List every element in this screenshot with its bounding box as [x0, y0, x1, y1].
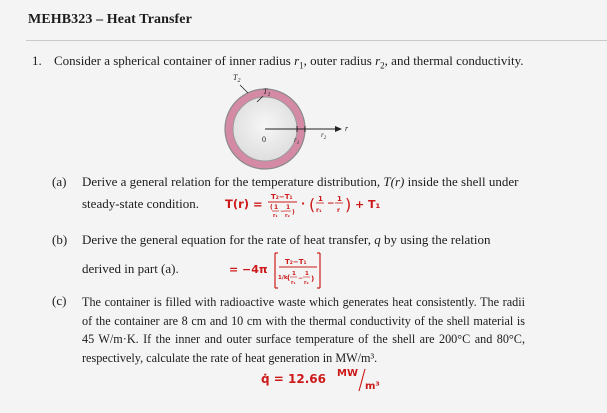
- r2-subscript: 2: [380, 60, 385, 71]
- part-b-den-a: 1: [292, 271, 296, 277]
- part-a-line1-b: inside the shell under: [404, 174, 519, 189]
- part-b-label: (b): [52, 232, 68, 247]
- part-c-unit-num: MW: [337, 368, 358, 379]
- part-b-line1-a: Derive the general equation for the rate of heat transfer,: [82, 232, 375, 247]
- part-a-den-b-sub: r₂: [285, 213, 290, 219]
- part-a-line1-a: Derive a general relation for the temperature distribution,: [82, 174, 384, 189]
- part-b-den-b-sub: r₂: [304, 280, 309, 286]
- part-b-paren-open: (: [287, 274, 291, 282]
- part-b-lhs: = −4π: [229, 263, 268, 276]
- part-a-minus-1: −: [280, 208, 286, 215]
- part-a-paren-b: 1: [337, 195, 342, 203]
- part-a-paren-open: (: [270, 204, 273, 211]
- t2-leader: [240, 85, 248, 93]
- label-r: r: [345, 124, 349, 133]
- part-c-label: (c): [52, 293, 67, 308]
- part-a-line2: steady-state condition.: [82, 196, 199, 211]
- label-t2: $T_2$: [233, 73, 241, 84]
- part-a-lhs: T(r) =: [225, 197, 263, 211]
- spherical-shell-figure: [185, 70, 375, 170]
- part-a-den-b: 1: [286, 204, 291, 211]
- part-b-minus: −: [298, 275, 304, 282]
- question-text-b: , outer radius: [303, 53, 376, 68]
- question-text: [54, 53, 524, 71]
- part-c-text: The container is filled with radioactive waste which generates heat consistently. The radii of the container are 8 cm and 10 cm with the thermal conductivity of the shell material is 45 W/m·K. If the inner and outer surface temperature of the shell are 200°C and 80°C, respectively, calculate the rate of heat generation in MW/m³.: [82, 295, 525, 365]
- header-divider: [26, 40, 607, 41]
- part-a-num: T₂−T₁: [271, 193, 293, 201]
- part-a-paren-a-sub: r₁: [316, 207, 322, 214]
- part-b-den-b: 1: [305, 271, 309, 277]
- part-a-answer: [225, 186, 405, 230]
- part-a-paren-close: ): [292, 209, 295, 216]
- part-a-paren-a: 1: [318, 195, 323, 203]
- part-c-lhs: q̇ = 12.66: [261, 372, 326, 386]
- question-text-c: , and thermal conductivity.: [384, 53, 524, 68]
- r1-subscript: 1: [299, 60, 304, 71]
- part-b-answer: [225, 250, 335, 292]
- r2-symbol: r: [375, 53, 381, 68]
- part-a-big-paren-close: ): [345, 195, 352, 214]
- part-b-paren-close: ): [311, 275, 315, 283]
- part-b-q: q: [374, 232, 381, 247]
- label-r2: $r_2$: [321, 131, 327, 141]
- page-title: MEHB323 – Heat Transfer: [28, 12, 192, 27]
- part-b-line1: [82, 232, 490, 248]
- part-b-line2: derived in part (a).: [82, 261, 179, 276]
- part-a-den-a-sub: r₁: [273, 213, 278, 219]
- label-origin: 0: [262, 135, 266, 144]
- part-a-big-paren-open: (: [309, 195, 316, 214]
- part-b-num: T₂−T₁: [285, 258, 307, 266]
- part-a-den-a: 1: [274, 204, 279, 211]
- part-a-label: (a): [52, 174, 67, 189]
- part-a-paren-b-sub: r: [337, 207, 340, 214]
- part-a-plus: + T₁: [355, 198, 381, 211]
- r1-symbol: r: [294, 53, 300, 68]
- radius-arrowhead: [335, 126, 342, 132]
- part-a-dot: ·: [301, 197, 306, 210]
- question-text-a: Consider a spherical container of inner radius: [54, 53, 295, 68]
- question-number: 1.: [32, 53, 42, 68]
- label-r1: $r_1$: [294, 136, 300, 146]
- label-t1: $T_1$: [263, 87, 271, 98]
- part-b-line1-b: by using the relation: [380, 232, 491, 247]
- part-b-den-k: 1/k: [278, 275, 288, 281]
- part-b-den-a-sub: r₁: [291, 280, 296, 286]
- part-a-tr: T(r): [383, 174, 405, 189]
- part-a-minus-2: −: [327, 199, 335, 209]
- part-c-unit-den: m³: [365, 381, 380, 392]
- part-c-answer: [255, 363, 395, 403]
